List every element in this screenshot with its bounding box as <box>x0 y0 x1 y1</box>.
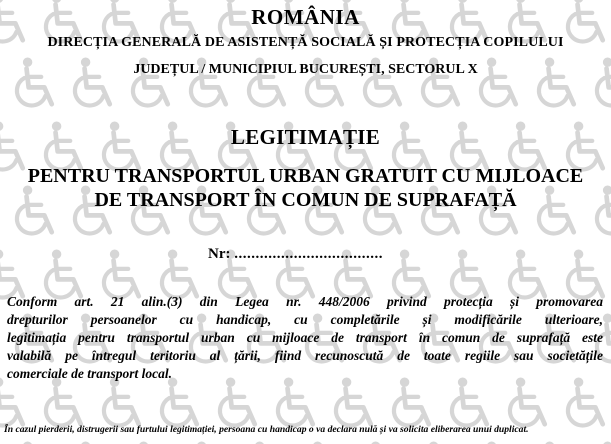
loss-footnote: În cazul pierderii, distrugerii sau furtului legitimației, persoana cu handicap o va declara nulă și va solicita eliberarea unui duplicat. <box>4 424 529 435</box>
country-heading: ROMÂNIA <box>251 5 360 29</box>
document-subtitle-line-1: PENTRU TRANSPORTUL URBAN GRATUIT CU MIJLOACE <box>27 165 584 187</box>
legal-text-line: comerciale de transport local. <box>7 366 172 381</box>
county-heading: JUDEȚUL / MUNICIPIUL BUCUREȘTI, SECTORUL X <box>133 62 478 77</box>
legal-text-line: Conform art. 21 alin.(3) din Legea nr. 448/2006 privind protecția și promovarea <box>7 294 603 309</box>
legal-text-line: valabilă pe întregul teritoriu al țării, fiind recunoscută de toate regiile sau societățile <box>7 348 603 363</box>
directorate-heading: DIRECȚIA GENERALĂ DE ASISTENȚĂ SOCIALĂ ȘI PROTECȚIA COPILULUI <box>47 35 564 50</box>
card-number-value: ................................... <box>234 246 383 262</box>
document-title: LEGITIMAȚIE <box>230 125 381 149</box>
card-number-label: Nr: <box>208 246 231 262</box>
legal-text-line: drepturilor persoanelor cu handicap, cu completările și modificările ulterioare, <box>7 312 603 327</box>
document-subtitle-line-2: DE TRANSPORT ÎN COMUN DE SUPRAFAȚĂ <box>94 189 517 211</box>
legal-text-line: legitimația pentru transportul urban cu mijloace de transport în comun de suprafață este <box>7 330 603 345</box>
card-number-field <box>208 246 383 263</box>
legal-basis-paragraph <box>7 293 603 383</box>
